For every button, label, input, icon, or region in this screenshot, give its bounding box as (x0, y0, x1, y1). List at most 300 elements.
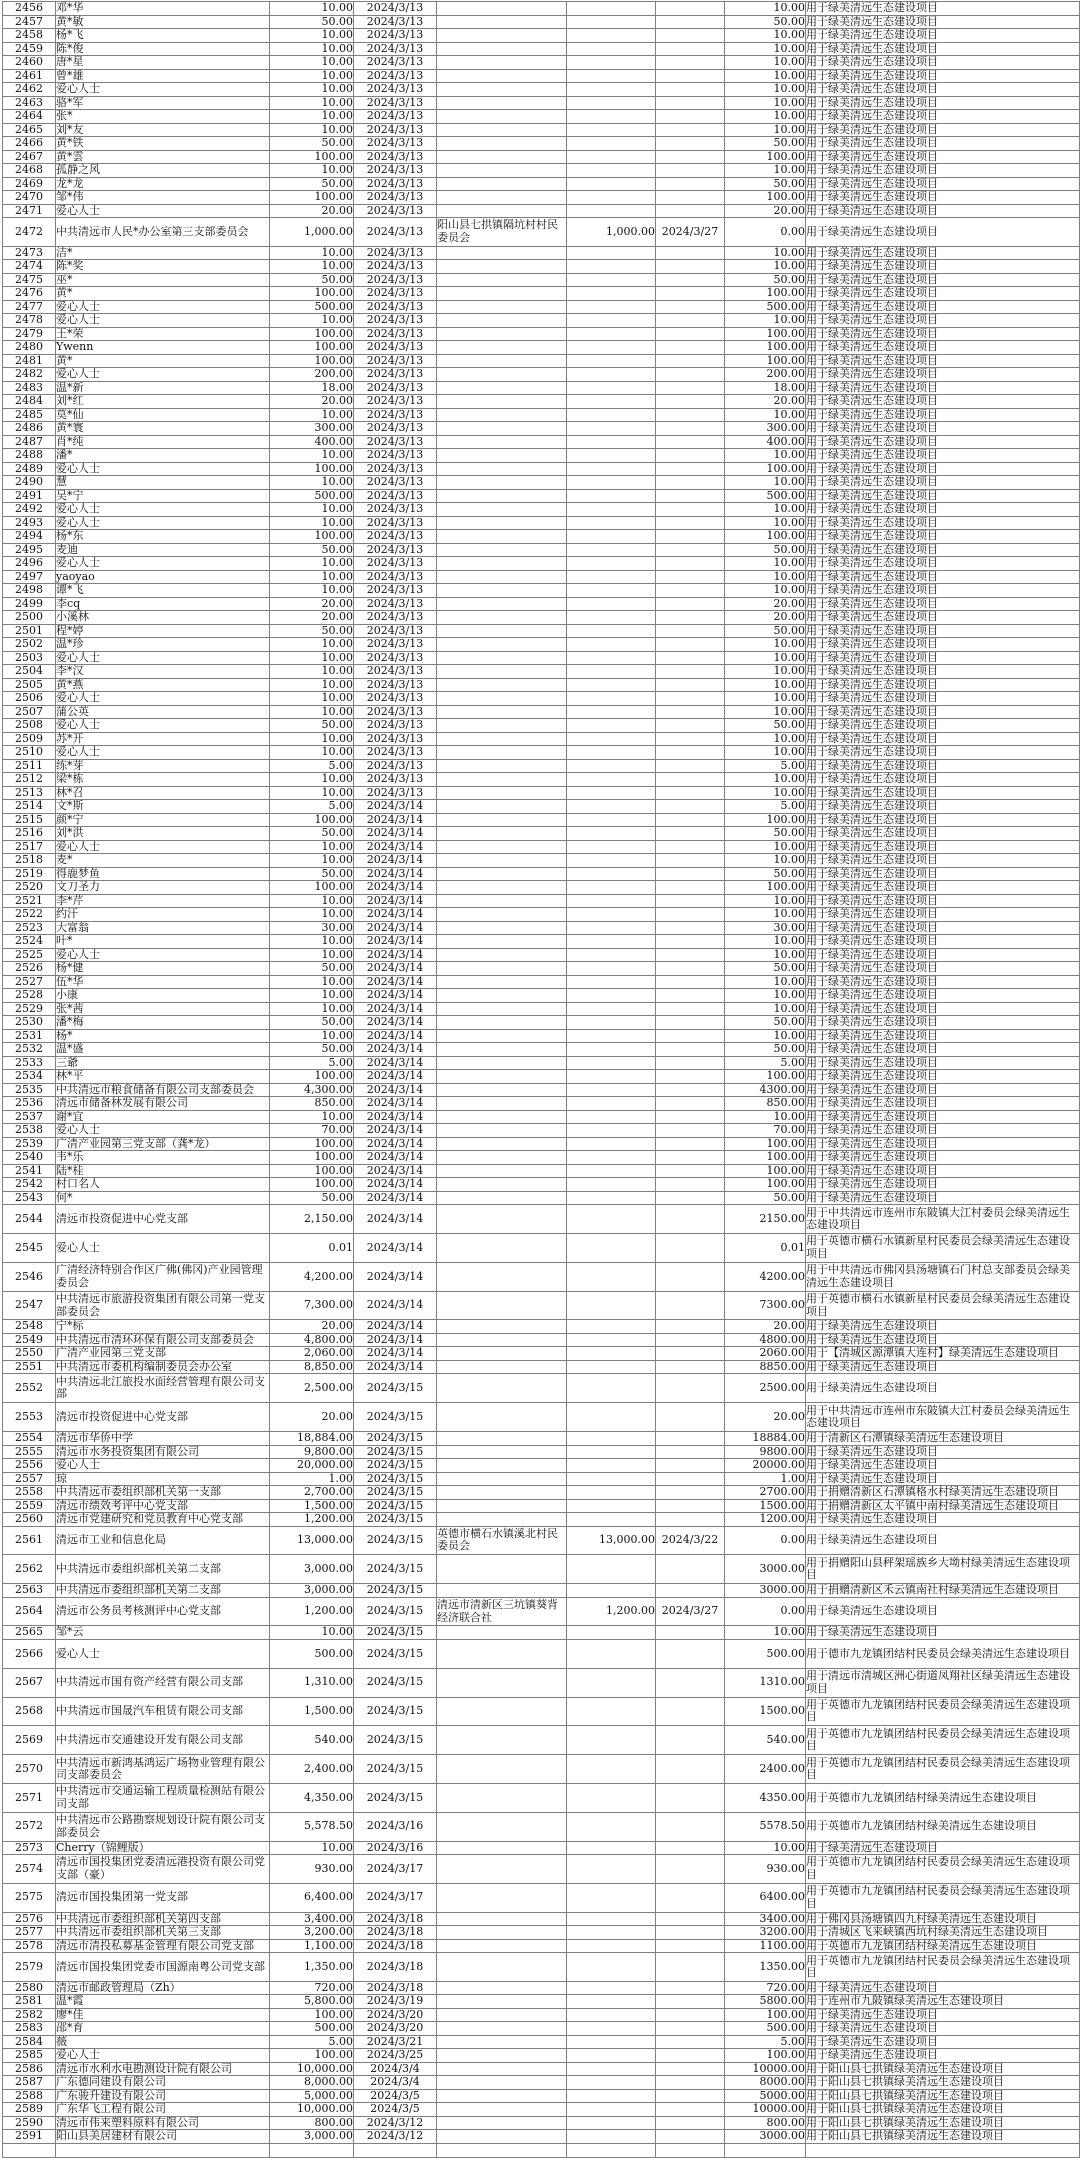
cell-used-date (656, 881, 725, 895)
cell-recipient (437, 1347, 567, 1361)
cell-donation-amount: 10.00 (270, 246, 354, 260)
cell-purpose: 用于绿美清远生态建设项目 (806, 611, 1080, 625)
cell-used-amount (567, 56, 656, 70)
table-row (3, 1995, 1080, 2009)
cell-recipient (437, 894, 567, 908)
table-row (3, 1070, 1080, 1084)
cell-balance: 100.00 (725, 2049, 806, 2063)
cell-balance: 20.00 (725, 1403, 806, 1432)
table-row (3, 2089, 1080, 2103)
cell-recipient (437, 570, 567, 584)
cell-row-number: 2549 (3, 1333, 56, 1347)
cell-used-date: 2024/3/27 (656, 1597, 725, 1626)
cell-donation-amount: 10.00 (270, 746, 354, 760)
table-row (3, 2076, 1080, 2090)
cell-donor-name: 邵*育 (56, 2022, 270, 2036)
cell-donation-date: 2024/3/15 (354, 1499, 437, 1513)
cell-row-number: 2533 (3, 1056, 56, 1070)
cell-balance: 10.00 (725, 746, 806, 760)
table-row (3, 56, 1080, 70)
cell-recipient (437, 69, 567, 83)
cell-purpose: 用于绿美清远生态建设项目 (806, 1151, 1080, 1165)
cell-purpose: 用于绿美清远生态建设项目 (806, 381, 1080, 395)
cell-used-date (656, 1403, 725, 1432)
cell-donation-amount: 50.00 (270, 827, 354, 841)
cell-used-date (656, 962, 725, 976)
cell-used-date (656, 408, 725, 422)
cell-used-amount (567, 150, 656, 164)
cell-donation-amount: 930.00 (270, 1855, 354, 1884)
cell-recipient (437, 489, 567, 503)
cell-donor-name: 邹*云 (56, 1626, 270, 1640)
cell-used-amount (567, 2089, 656, 2103)
cell-purpose: 用于绿美清远生态建设项目 (806, 69, 1080, 83)
cell-row-number: 2583 (3, 2022, 56, 2036)
table-row (3, 137, 1080, 151)
cell-donation-amount: 20.00 (270, 611, 354, 625)
cell-used-amount (567, 638, 656, 652)
cell-purpose: 用于阳山县七拱镇绿美清远生态建设项目 (806, 2130, 1080, 2144)
cell-donation-amount: 10.00 (270, 408, 354, 422)
cell-donation-amount: 20.00 (270, 395, 354, 409)
cell-row-number: 2550 (3, 1347, 56, 1361)
cell-recipient (437, 354, 567, 368)
cell-used-date (656, 503, 725, 517)
cell-row-number: 2558 (3, 1486, 56, 1500)
cell-row-number: 2577 (3, 1926, 56, 1940)
table-row (3, 1029, 1080, 1043)
cell-balance: 10.00 (725, 975, 806, 989)
cell-donor-name: 杨*飞 (56, 29, 270, 43)
cell-row-number: 2554 (3, 1432, 56, 1446)
cell-row-number: 2546 (3, 1262, 56, 1291)
cell-donor-name: 爱心人士 (56, 1459, 270, 1473)
table-row (3, 327, 1080, 341)
cell-donor-name: 爱心人士 (56, 83, 270, 97)
cell-donation-date: 2024/3/16 (354, 1812, 437, 1841)
cell-donation-amount: 10.00 (270, 123, 354, 137)
cell-donation-date: 2024/3/13 (354, 96, 437, 110)
cell-used-date (656, 1995, 725, 2009)
cell-donation-date: 2024/3/14 (354, 1097, 437, 1111)
table-row (3, 732, 1080, 746)
cell-used-date (656, 204, 725, 218)
table-row (3, 2035, 1080, 2049)
cell-donation-date: 2024/3/14 (354, 1164, 437, 1178)
cell-donor-name: 爱心人士 (56, 516, 270, 530)
cell-donation-date: 2024/3/13 (354, 705, 437, 719)
cell-used-date (656, 786, 725, 800)
cell-recipient (437, 584, 567, 598)
cell-row-number: 2527 (3, 975, 56, 989)
cell-donation-date: 2024/3/14 (354, 1151, 437, 1165)
table-row (3, 300, 1080, 314)
cell-purpose: 用于绿美清远生态建设项目 (806, 1097, 1080, 1111)
cell-row-number: 2541 (3, 1164, 56, 1178)
cell-purpose: 用于【清城区源潭镇大连村】绿美清远生态建设项目 (806, 1347, 1080, 1361)
cell-recipient (437, 191, 567, 205)
cell-row-number: 2572 (3, 1812, 56, 1841)
cell-balance: 20.00 (725, 204, 806, 218)
cell-purpose: 用于绿美清远生态建设项目 (806, 530, 1080, 544)
cell-recipient (437, 287, 567, 301)
cell-donor-name: 小溪林 (56, 611, 270, 625)
cell-purpose: 用于绿美清远生态建设项目 (806, 260, 1080, 274)
cell-recipient (437, 1137, 567, 1151)
cell-used-date (656, 1639, 725, 1668)
cell-used-date (656, 1926, 725, 1940)
cell-purpose: 用于绿美清远生态建设项目 (806, 543, 1080, 557)
cell-used-date (656, 1191, 725, 1205)
cell-recipient (437, 1841, 567, 1855)
table-row (3, 827, 1080, 841)
cell-balance: 5.00 (725, 2035, 806, 2049)
cell-recipient (437, 1668, 567, 1697)
cell-purpose: 用于绿美清远生态建设项目 (806, 449, 1080, 463)
table-row (3, 2062, 1080, 2076)
cell-purpose: 用于绿美清远生态建设项目 (806, 516, 1080, 530)
cell-donor-name: 慧 (56, 476, 270, 490)
cell-donation-amount: 1,350.00 (270, 1953, 354, 1982)
cell-donor-name: 薇 (56, 2035, 270, 2049)
table-row (3, 1178, 1080, 1192)
cell-donation-amount: 1,500.00 (270, 1697, 354, 1726)
cell-row-number: 2576 (3, 1912, 56, 1926)
cell-used-date (656, 921, 725, 935)
table-row (3, 1016, 1080, 1030)
cell-balance: 100.00 (725, 813, 806, 827)
cell-used-date (656, 1002, 725, 1016)
cell-row-number: 2486 (3, 422, 56, 436)
cell-used-amount (567, 42, 656, 56)
cell-used-amount (567, 1083, 656, 1097)
cell-row-number (3, 2143, 56, 2157)
cell-used-date (656, 746, 725, 760)
cell-recipient (437, 1697, 567, 1726)
cell-balance: 0.00 (725, 1597, 806, 1626)
cell-donation-date: 2024/3/14 (354, 1191, 437, 1205)
cell-donation-date: 2024/3/15 (354, 1597, 437, 1626)
cell-donation-amount: 3,000.00 (270, 2130, 354, 2144)
cell-donor-name: 陈*俊 (56, 42, 270, 56)
table-row (3, 1432, 1080, 1446)
cell-used-amount (567, 1262, 656, 1291)
cell-used-amount (567, 678, 656, 692)
cell-row-number: 2535 (3, 1083, 56, 1097)
cell-donation-amount: 1,100.00 (270, 1939, 354, 1953)
cell-used-amount (567, 123, 656, 137)
cell-used-amount (567, 1883, 656, 1912)
cell-row-number: 2492 (3, 503, 56, 517)
cell-recipient (437, 1029, 567, 1043)
cell-recipient (437, 2022, 567, 2036)
cell-donation-date: 2024/3/15 (354, 1697, 437, 1726)
cell-recipient (437, 2116, 567, 2130)
cell-row-number: 2564 (3, 1597, 56, 1626)
table-row (3, 2116, 1080, 2130)
cell-donation-amount: 100.00 (270, 1070, 354, 1084)
cell-donor-name: 琼 (56, 1472, 270, 1486)
cell-used-date (656, 462, 725, 476)
table-row (3, 449, 1080, 463)
table-row (3, 1597, 1080, 1626)
cell-recipient (437, 665, 567, 679)
cell-purpose: 用于英德市九龙镇团结村民委员会绿美清远生态建设项目 (806, 1953, 1080, 1982)
cell-used-date (656, 2130, 725, 2144)
cell-purpose: 用于绿美清远生态建设项目 (806, 1981, 1080, 1995)
table-row (3, 435, 1080, 449)
cell-donation-amount: 1.00 (270, 1472, 354, 1486)
cell-balance: 50.00 (725, 137, 806, 151)
cell-balance: 1350.00 (725, 1953, 806, 1982)
cell-balance: 100.00 (725, 1164, 806, 1178)
cell-donation-amount: 18.00 (270, 381, 354, 395)
cell-balance: 10.00 (725, 246, 806, 260)
cell-purpose: 用于德市九龙镇团结村民委员会绿美清远生态建设项目 (806, 1639, 1080, 1668)
cell-donor-name: 中共清远市旅游投资集团有限公司第一党支部委员会 (56, 1291, 270, 1320)
cell-row-number: 2503 (3, 651, 56, 665)
cell-used-date (656, 1333, 725, 1347)
cell-row-number: 2476 (3, 287, 56, 301)
cell-donation-amount: 10.00 (270, 449, 354, 463)
cell-recipient (437, 1016, 567, 1030)
cell-used-amount (567, 314, 656, 328)
cell-used-amount (567, 827, 656, 841)
cell-donation-amount: 10.00 (270, 894, 354, 908)
cell-donation-date: 2024/3/14 (354, 1320, 437, 1334)
cell-donation-amount: 10.00 (270, 989, 354, 1003)
cell-purpose: 用于绿美清远生态建设项目 (806, 1626, 1080, 1640)
cell-used-date (656, 1205, 725, 1234)
cell-used-date: 2024/3/27 (656, 218, 725, 247)
cell-used-date (656, 110, 725, 124)
cell-balance: 10.00 (725, 732, 806, 746)
cell-row-number: 2559 (3, 1499, 56, 1513)
cell-used-date (656, 1016, 725, 1030)
cell-used-date (656, 678, 725, 692)
cell-row-number: 2568 (3, 1697, 56, 1726)
cell-donation-amount: 400.00 (270, 435, 354, 449)
cell-used-date (656, 1812, 725, 1841)
cell-balance: 50.00 (725, 624, 806, 638)
cell-balance: 10.00 (725, 516, 806, 530)
cell-donation-date: 2024/3/15 (354, 1403, 437, 1432)
cell-recipient (437, 1939, 567, 1953)
cell-balance: 3000.00 (725, 2130, 806, 2144)
cell-donation-date: 2024/3/15 (354, 1755, 437, 1784)
cell-used-date (656, 191, 725, 205)
table-row (3, 1855, 1080, 1884)
cell-used-amount (567, 1459, 656, 1473)
cell-donation-date: 2024/3/14 (354, 1002, 437, 1016)
cell-used-amount (567, 2035, 656, 2049)
cell-used-date (656, 1432, 725, 1446)
cell-donation-amount: 1,200.00 (270, 1513, 354, 1527)
cell-donation-amount: 10.00 (270, 935, 354, 949)
cell-used-amount (567, 1445, 656, 1459)
cell-balance: 100.00 (725, 354, 806, 368)
cell-donation-amount: 100.00 (270, 191, 354, 205)
cell-used-date (656, 341, 725, 355)
cell-donation-amount: 100.00 (270, 2008, 354, 2022)
cell-used-amount (567, 341, 656, 355)
cell-donation-amount: 20.00 (270, 1403, 354, 1432)
cell-row-number: 2482 (3, 368, 56, 382)
cell-donor-name: 杨*东 (56, 530, 270, 544)
cell-donation-date: 2024/3/18 (354, 1981, 437, 1995)
cell-donation-amount: 10.00 (270, 975, 354, 989)
cell-row-number: 2530 (3, 1016, 56, 1030)
cell-balance: 70.00 (725, 1124, 806, 1138)
cell-donation-amount: 100.00 (270, 341, 354, 355)
cell-donation-amount: 50.00 (270, 1016, 354, 1030)
cell-used-amount (567, 2116, 656, 2130)
cell-donation-amount: 5,800.00 (270, 1995, 354, 2009)
cell-recipient (437, 408, 567, 422)
cell-purpose: 用于绿美清远生态建设项目 (806, 948, 1080, 962)
cell-used-amount (567, 530, 656, 544)
cell-row-number: 2526 (3, 962, 56, 976)
cell-donation-date: 2024/3/14 (354, 1205, 437, 1234)
cell-row-number: 2471 (3, 204, 56, 218)
cell-used-amount (567, 908, 656, 922)
cell-balance: 300.00 (725, 422, 806, 436)
cell-balance: 4200.00 (725, 1262, 806, 1291)
cell-used-amount (567, 611, 656, 625)
cell-row-number: 2544 (3, 1205, 56, 1234)
table-row (3, 800, 1080, 814)
cell-balance: 7300.00 (725, 1291, 806, 1320)
cell-donation-amount: 2,500.00 (270, 1374, 354, 1403)
cell-donation-amount: 10.00 (270, 570, 354, 584)
cell-balance: 100.00 (725, 191, 806, 205)
table-row (3, 773, 1080, 787)
cell-used-date (656, 449, 725, 463)
cell-purpose: 用于绿美清远生态建设项目 (806, 1083, 1080, 1097)
cell-donor-name: 梁*栋 (56, 773, 270, 787)
cell-donation-amount: 2,150.00 (270, 1205, 354, 1234)
cell-donation-amount: 10.00 (270, 110, 354, 124)
cell-donation-date: 2024/3/15 (354, 1374, 437, 1403)
cell-donation-amount: 10.00 (270, 786, 354, 800)
cell-purpose: 用于绿美清远生态建设项目 (806, 29, 1080, 43)
cell-donation-amount: 2,400.00 (270, 1755, 354, 1784)
cell-purpose: 用于绿美清远生态建设项目 (806, 1320, 1080, 1334)
cell-recipient (437, 975, 567, 989)
cell-recipient (437, 1262, 567, 1291)
cell-purpose: 用于连州市九陂镇绿美清远生态建设项目 (806, 1995, 1080, 2009)
cell-donor-name: 爱心人士 (56, 1639, 270, 1668)
cell-purpose: 用于绿美清远生态建设项目 (806, 732, 1080, 746)
cell-used-date (656, 1981, 725, 1995)
cell-donor-name: 中共清远市人民*办公室第三支部委员会 (56, 218, 270, 247)
cell-used-amount (567, 1668, 656, 1697)
cell-used-date (656, 2089, 725, 2103)
cell-row-number: 2519 (3, 867, 56, 881)
table-row (3, 1445, 1080, 1459)
cell-purpose: 用于绿美清远生态建设项目 (806, 962, 1080, 976)
cell-balance: 20.00 (725, 1320, 806, 1334)
cell-recipient (437, 962, 567, 976)
cell-purpose: 用于绿美清远生态建设项目 (806, 638, 1080, 652)
table-row (3, 1486, 1080, 1500)
cell-balance: 100.00 (725, 881, 806, 895)
cell-recipient (437, 42, 567, 56)
cell-used-date (656, 2076, 725, 2090)
cell-donation-amount: 5.00 (270, 800, 354, 814)
cell-balance: 10.00 (725, 1841, 806, 1855)
cell-used-date (656, 1912, 725, 1926)
cell-balance: 1500.00 (725, 1697, 806, 1726)
cell-recipient (437, 56, 567, 70)
table-row (3, 584, 1080, 598)
cell-purpose: 用于绿美清远生态建设项目 (806, 1841, 1080, 1855)
cell-used-amount (567, 786, 656, 800)
cell-row-number: 2521 (3, 894, 56, 908)
cell-donation-amount: 10.00 (270, 1002, 354, 1016)
cell-balance: 500.00 (725, 1639, 806, 1668)
cell-used-amount (567, 1432, 656, 1446)
table-row (3, 1668, 1080, 1697)
donation-ledger-sheet (0, 1, 1080, 2143)
cell-purpose: 用于绿美清远生态建设项目 (806, 935, 1080, 949)
cell-recipient (437, 96, 567, 110)
cell-purpose: 用于绿美清远生态建设项目 (806, 327, 1080, 341)
cell-donation-date: 2024/3/20 (354, 2008, 437, 2022)
cell-donation-amount: 1,000.00 (270, 218, 354, 247)
cell-recipient (437, 678, 567, 692)
cell-donation-date: 2024/3/15 (354, 1513, 437, 1527)
cell-donor-name: 中共清远市委组织部机关第二支部 (56, 1584, 270, 1598)
cell-donor-name: 李cq (56, 597, 270, 611)
cell-balance: 20.00 (725, 395, 806, 409)
cell-donor-name: 唐*星 (56, 56, 270, 70)
cell-balance: 3200.00 (725, 1926, 806, 1940)
table-row (3, 854, 1080, 868)
cell-used-amount (567, 516, 656, 530)
cell-donation-amount: 50.00 (270, 867, 354, 881)
cell-row-number: 2571 (3, 1783, 56, 1812)
cell-used-amount (567, 2103, 656, 2117)
cell-purpose: 用于阳山县七拱镇绿美清远生态建设项目 (806, 2076, 1080, 2090)
cell-used-amount (567, 204, 656, 218)
cell-recipient (437, 449, 567, 463)
cell-recipient (437, 204, 567, 218)
cell-donation-amount: 4,200.00 (270, 1262, 354, 1291)
cell-used-date (656, 177, 725, 191)
cell-used-amount (567, 1981, 656, 1995)
cell-used-date (656, 813, 725, 827)
cell-recipient (437, 395, 567, 409)
cell-used-amount (567, 164, 656, 178)
cell-donor-name: 中共清远市委组织部机关第一支部 (56, 1486, 270, 1500)
table-row (3, 150, 1080, 164)
cell-recipient (437, 1926, 567, 1940)
cell-donation-date: 2024/3/14 (354, 1124, 437, 1138)
cell-balance: 100.00 (725, 150, 806, 164)
cell-used-date (656, 894, 725, 908)
cell-recipient (437, 840, 567, 854)
cell-used-date (656, 368, 725, 382)
cell-donor-name: 清远市邮政管理局（Zh） (56, 1981, 270, 1995)
cell-donation-amount: 50.00 (270, 1191, 354, 1205)
cell-used-amount (567, 489, 656, 503)
cell-donor-name: 中共清远市交通建设开发有限公司支部 (56, 1726, 270, 1755)
cell-purpose: 用于捐赠清新区禾云镇南社村绿美清远生态建设项目 (806, 1584, 1080, 1598)
cell-used-amount (567, 2062, 656, 2076)
cell-used-date (656, 164, 725, 178)
cell-recipient (437, 2089, 567, 2103)
